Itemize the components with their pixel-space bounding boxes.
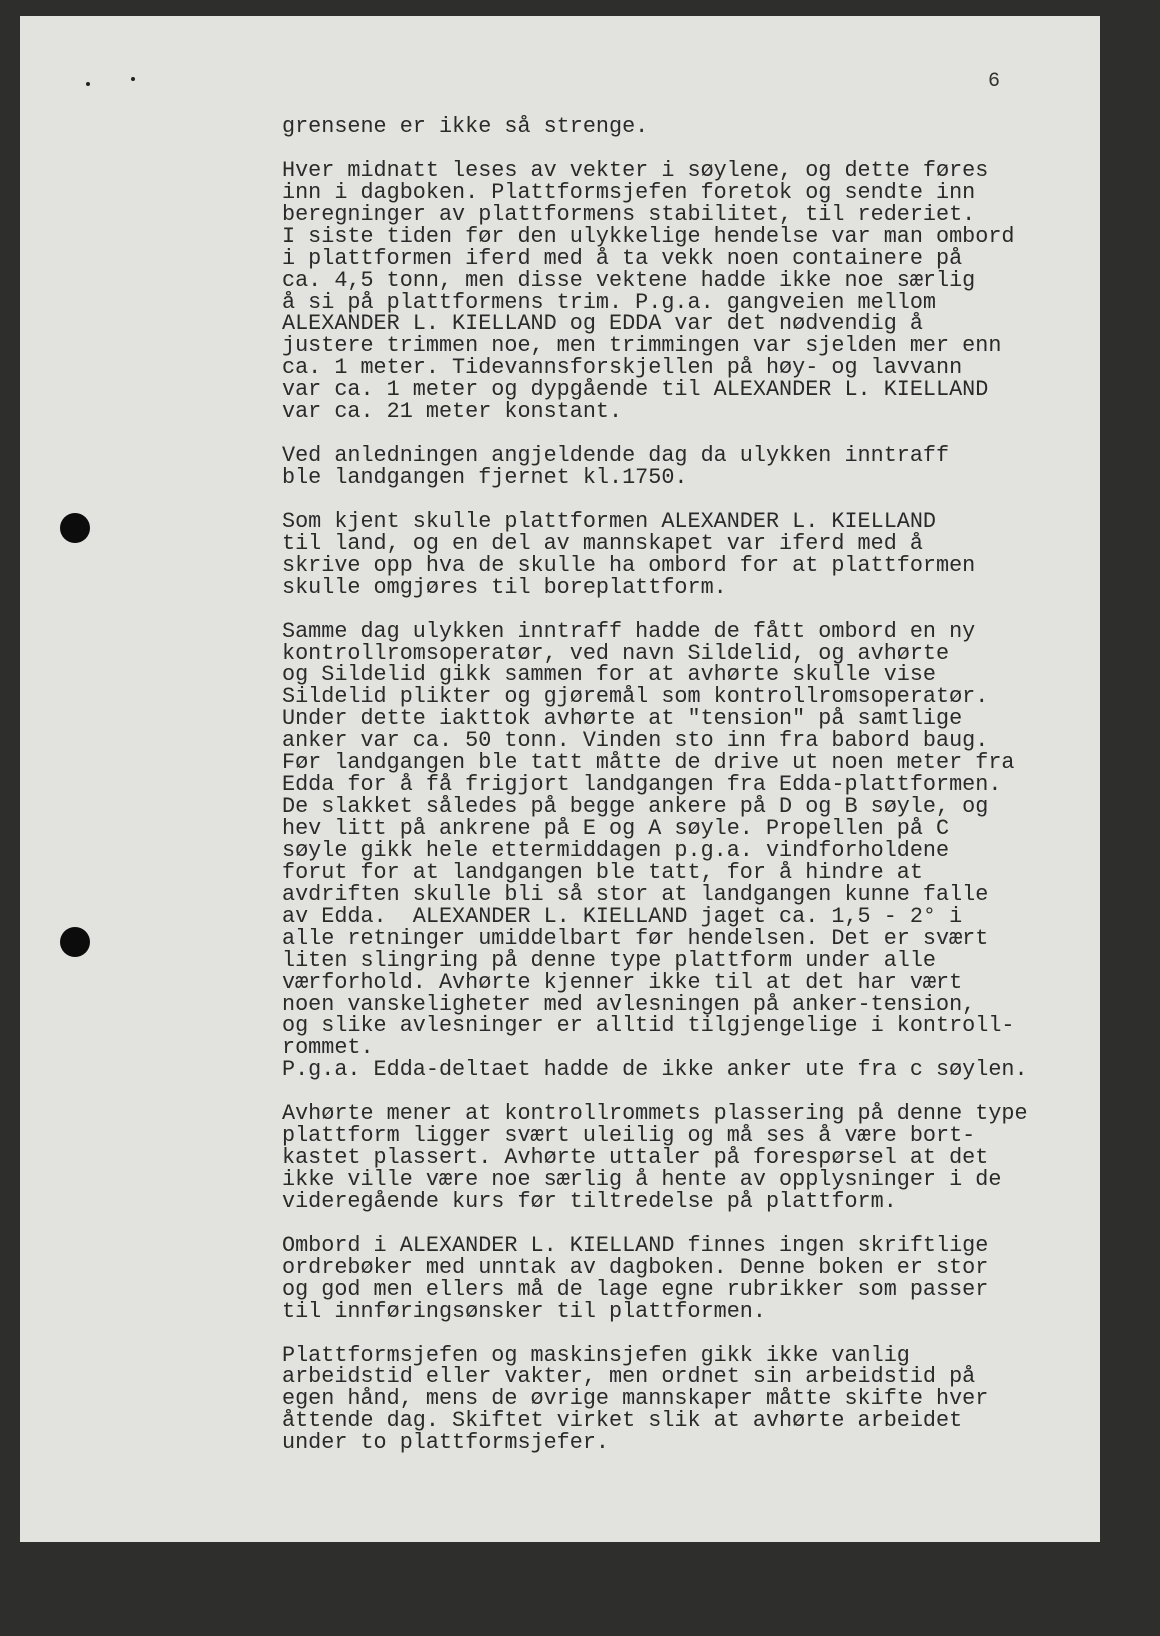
text-line: og slike avlesninger er alltid tilgjengelige i kontroll- (282, 1013, 1015, 1039)
text-line: skrive opp hva de skulle ha ombord for at plattformen (282, 552, 976, 578)
text-line: rommet. (282, 1035, 374, 1061)
text-line: I siste tiden før den ulykkelige hendelse var man ombord (282, 223, 1015, 249)
text-line: var ca. 1 meter og dypgående til ALEXANDER L. KIELLAND (282, 377, 989, 403)
text-line: ca. 4,5 tonn, men disse vektene hadde ikke noe særlig (282, 267, 976, 293)
text-line: Ved anledningen angjeldende dag da ulykken inntraff (282, 443, 950, 469)
text-line: ca. 1 meter. Tidevannsforskjellen på høy- og lavvann (282, 355, 963, 381)
text-line: Plattformsjefen og maskinsjefen gikk ikke vanlig (282, 1342, 910, 1368)
text-line: ikke ville være noe særlig å hente av opplysninger i de (282, 1167, 1002, 1192)
text-line: avdriften skulle bli så stor at landgangen kunne falle (282, 881, 989, 907)
text-line: søyle gikk hele ettermiddagen p.g.a. vindforholdene (282, 837, 950, 863)
paragraph (282, 1342, 1028, 1456)
text-line: skulle omgjøres til boreplattform. (282, 574, 727, 600)
document-body (282, 116, 1028, 1476)
text-line: Hver midnatt leses av vekter i søylene, og dette føres (282, 157, 989, 183)
paragraph (282, 116, 1028, 138)
punch-hole (60, 927, 90, 957)
paragraph (282, 508, 1028, 600)
punch-hole (60, 513, 90, 543)
text-line: arbeidstid eller vakter, men ordnet sin arbeidstid på (282, 1364, 976, 1390)
text-line: av Edda. ALEXANDER L. KIELLAND jaget ca. 1,5 - 2° i (282, 903, 963, 929)
text-line: under to plattformsjefer. (282, 1430, 610, 1456)
text-line: forut for at landgangen ble tatt, for å hindre at (282, 859, 923, 885)
text-line: åttende dag. Skiftet virket slik at avhørte arbeidet (282, 1408, 963, 1434)
stray-mark (86, 82, 90, 86)
text-line: Sildelid plikter og gjøremål som kontrollromsoperatør. (282, 684, 989, 710)
text-line: til land, og en del av mannskapet var iferd med å (282, 530, 923, 556)
text-line: videregående kurs før tiltredelse på plattform. (282, 1188, 897, 1214)
text-line: Under dette iakttok avhørte at "tension" på samtlige (282, 706, 963, 732)
paragraph (282, 445, 1028, 489)
text-line: grensene er ikke så strenge. (282, 114, 649, 139)
text-line: til innføringsønsker til plattformen. (282, 1298, 766, 1324)
text-line: beregninger av plattformens stabilitet, til rederiet. (282, 201, 976, 227)
text-line: i plattformen iferd med å ta vekk noen containere på (282, 245, 963, 271)
text-line: De slakket således på begge ankere på D og B søyle, og (282, 794, 989, 820)
stray-mark (131, 77, 135, 81)
text-line: ALEXANDER L. KIELLAND og EDDA var det nødvendig å (282, 311, 923, 337)
text-line: ble landgangen fjernet kl.1750. (282, 465, 688, 490)
text-line: værforhold. Avhørte kjenner ikke til at det har vært (282, 969, 963, 995)
text-line: ordrebøker med unntak av dagboken. Denne boken er stor (282, 1254, 989, 1280)
text-line: Samme dag ulykken inntraff hadde de fått ombord en ny (282, 618, 976, 644)
text-line: alle retninger umiddelbart før hendelsen. Det er svært (282, 925, 989, 951)
text-line: P.g.a. Edda-deltaet hadde de ikke anker ute fra c søylen. (282, 1057, 1028, 1083)
text-line: plattform ligger svært uleilig og må ses å være bort- (282, 1123, 976, 1149)
text-line: kastet plassert. Avhørte uttaler på forespørsel at det (282, 1145, 989, 1171)
text-line: Ombord i ALEXANDER L. KIELLAND finnes ingen skriftlige (282, 1232, 989, 1258)
text-line: egen hånd, mens de øvrige mannskaper måtte skifte hver (282, 1386, 989, 1412)
text-line: noen vanskeligheter med avlesningen på anker-tension, (282, 991, 976, 1017)
text-line: liten slingring på denne type plattform under alle (282, 947, 937, 973)
text-line: Edda for å få frigjort landgangen fra Edda-plattformen. (282, 772, 1002, 798)
text-line: og Sildelid gikk sammen for at avhørte skulle vise (282, 662, 937, 688)
text-line: var ca. 21 meter konstant. (282, 399, 623, 425)
text-line: inn i dagboken. Plattformsjefen foretok og sendte inn (282, 179, 976, 205)
paragraph (282, 618, 1028, 1083)
text-line: Som kjent skulle plattformen ALEXANDER L. KIELLAND (282, 508, 937, 534)
paragraph (282, 157, 1028, 425)
text-line: anker var ca. 50 tonn. Vinden sto inn fra babord baug. (282, 728, 989, 754)
page-number: 6 (988, 70, 1001, 93)
text-line: Avhørte mener at kontrollrommets plassering på denne type (282, 1101, 1028, 1127)
text-line: Før landgangen ble tatt måtte de drive ut noen meter fra (282, 750, 1015, 776)
paragraph (282, 1232, 1028, 1324)
text-line: justere trimmen noe, men trimmingen var sjelden mer enn (282, 333, 1002, 359)
text-line: og god men ellers må de lage egne rubrikker som passer (282, 1276, 989, 1302)
text-line: å si på plattformens trim. P.g.a. gangveien mellom (282, 289, 937, 315)
text-line: kontrollromsoperatør, ved navn Sildelid, og avhørte (282, 640, 950, 666)
text-line: hev litt på ankrene på E og A søyle. Propellen på C (282, 816, 950, 841)
paragraph (282, 1103, 1028, 1213)
